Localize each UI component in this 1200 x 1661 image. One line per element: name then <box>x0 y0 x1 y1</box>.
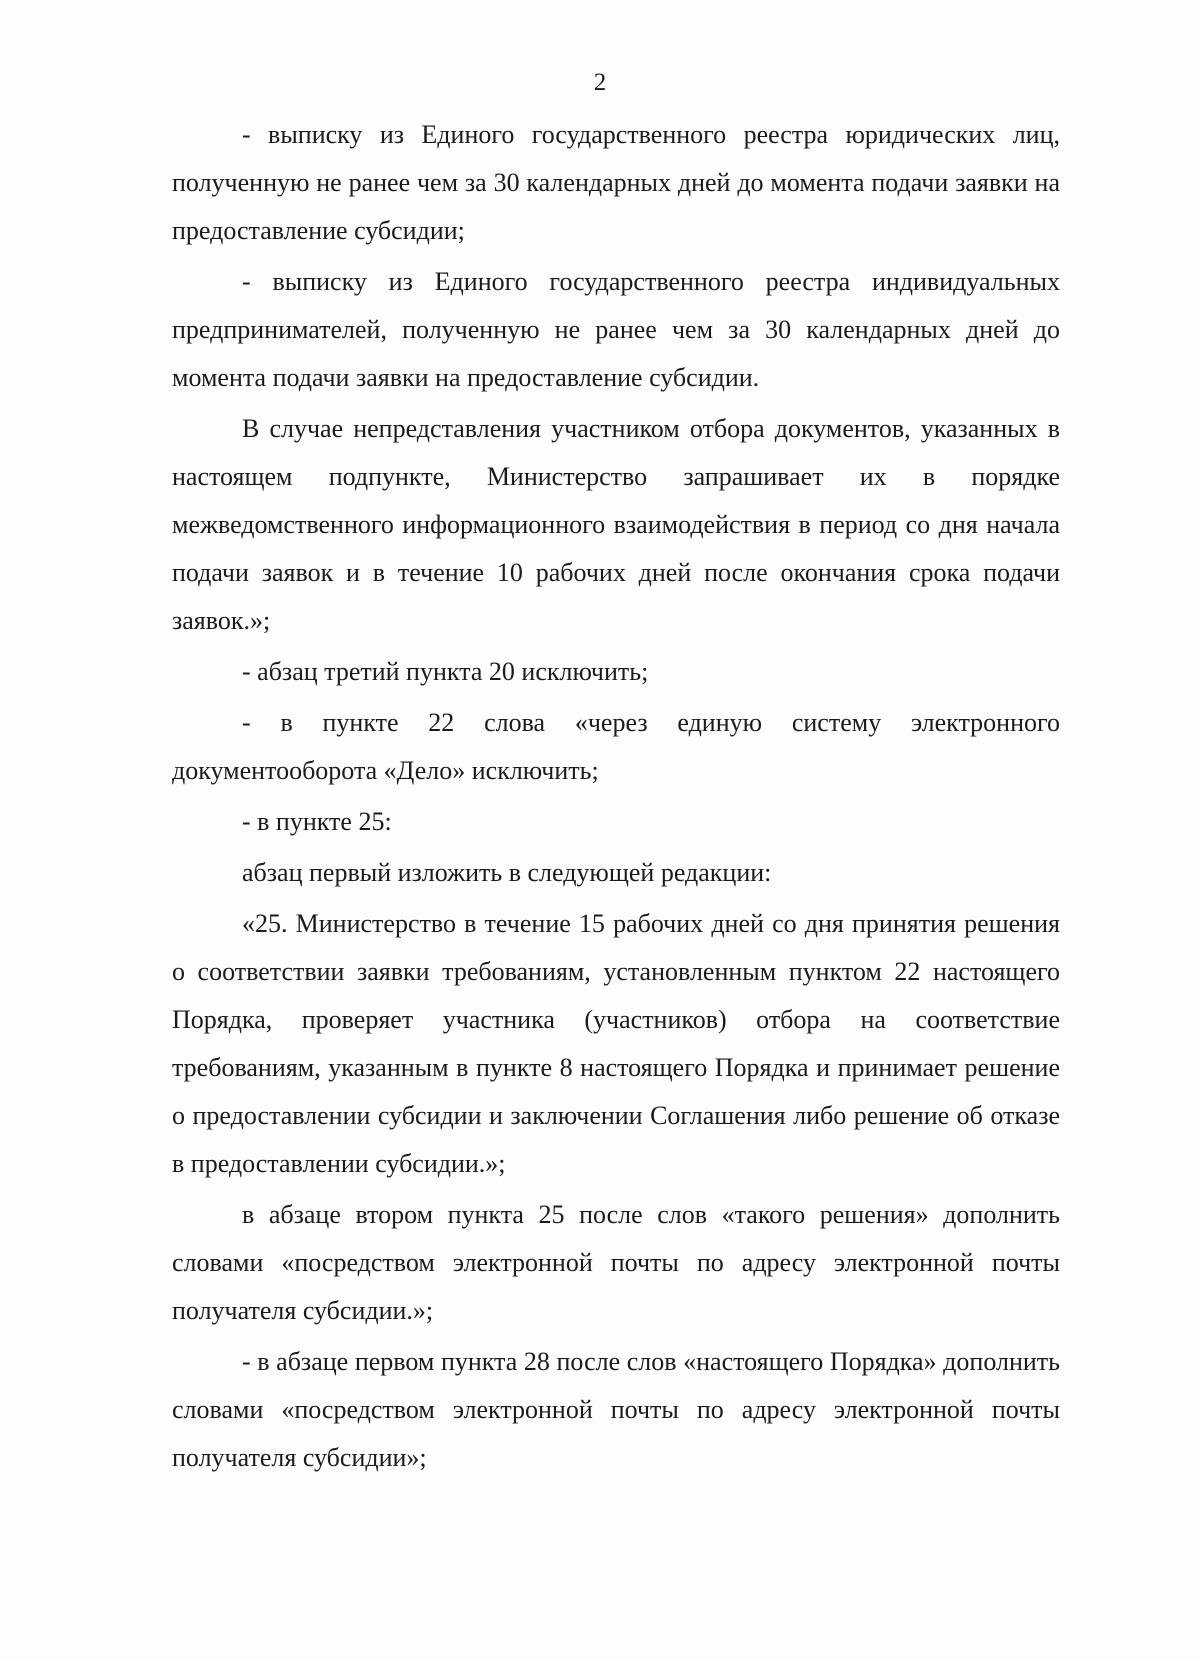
paragraph-first-abzac-intro: абзац первый изложить в следующей редакции: <box>242 858 772 887</box>
paragraph-point-25-text: «25. Министерство в течение 15 рабочих дней со дня принятия решения о соответствии заявки требованиям, установленным пунктом 22 настоящего Порядка, проверяет участника (участников) отбора на соответствие требованиям, указанным в пункте 8 настоящего Порядка и принимает решение о предоставлении субсидии и заключении Соглашения либо решение об отказе в предоставлении субсидии.»; <box>172 909 1060 1178</box>
paragraph-entrepreneurs-extract: - выписку из Единого государственного реестра индивидуальных предпринимателей, полученную не ранее чем за 30 календарных дней до момента подачи заявки на предоставление субсидии. <box>172 267 1060 392</box>
paragraph-point-25-second-abzac: в абзаце втором пункта 25 после слов «такого решения» дополнить словами «посредством электронной почты по адресу электронной почты получателя субсидии.»; <box>172 1200 1060 1325</box>
page-number: 2 <box>593 69 607 96</box>
document-body <box>172 111 1060 1482</box>
paragraph-point-25-heading: - в пункте 25: <box>242 807 392 836</box>
paragraph-point-20: - абзац третий пункта 20 исключить; <box>242 657 649 686</box>
paragraph-legal-entities-extract: - выписку из Единого государственного реестра юридических лиц, полученную не ранее чем за 30 календарных дней до момента подачи заявки на предоставление субсидии; <box>172 120 1060 245</box>
paragraph-point-22: - в пункте 22 слова «через единую систему электронного документооборота «Дело» исключить; <box>172 708 1060 785</box>
paragraph-ministry-request: В случае непредставления участником отбора документов, указанных в настоящем подпункте, Министерство запрашивает их в порядке межведомственного информационного взаимодействия в период со дня начала подачи заявок и в течение 10 рабочих дней после окончания срока подачи заявок.»; <box>172 414 1060 635</box>
paragraph-point-28: - в абзаце первом пункта 28 после слов «настоящего Порядка» дополнить словами «посредством электронной почты по адресу электронной почты получателя субсидии»; <box>172 1347 1060 1472</box>
